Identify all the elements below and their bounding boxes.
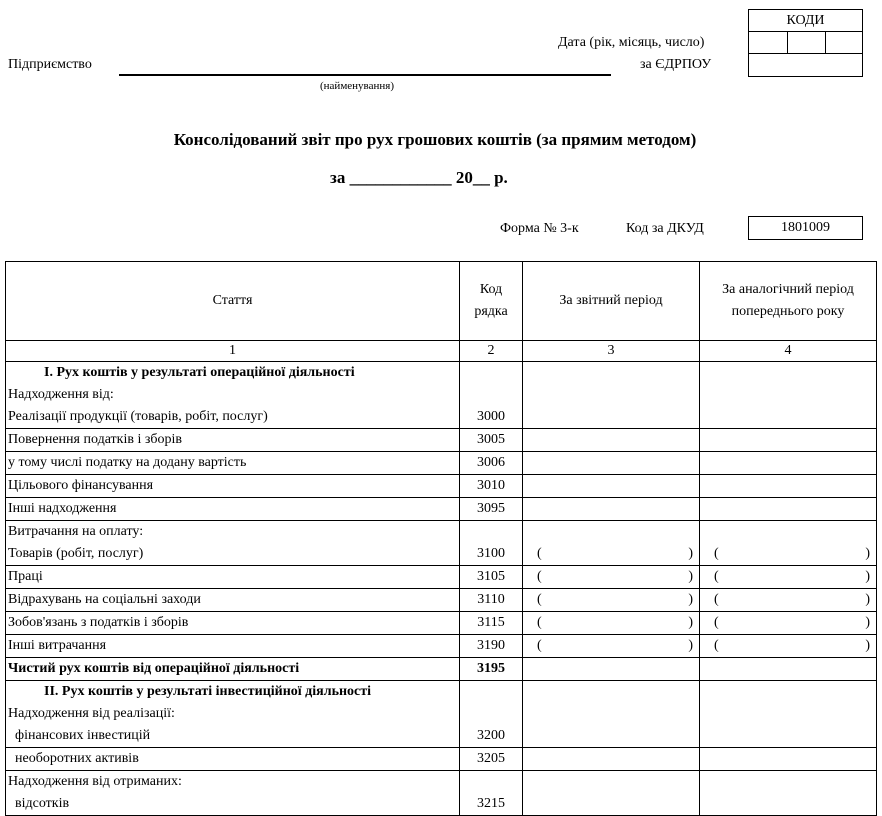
current-period-cell[interactable]	[523, 748, 700, 771]
previous-period-cell[interactable]	[700, 475, 877, 498]
edrpou-code-box[interactable]	[748, 53, 863, 77]
header-previous-period: За аналогічний період попереднього року	[700, 262, 877, 341]
row-code	[460, 521, 523, 544]
table-row	[6, 475, 877, 498]
page-title: Консолідований звіт про рух грошових коштів (за прямим методом)	[173, 130, 697, 149]
row-label: Надходження від реалізації:	[6, 703, 460, 725]
row-label: Відрахувань на соціальні заходи	[6, 589, 460, 612]
period-year: 20__ р.	[455, 168, 508, 187]
table-row	[6, 521, 877, 544]
section-row	[6, 362, 877, 385]
row-code	[460, 362, 523, 385]
close-paren: )	[688, 638, 693, 653]
previous-period-cell[interactable]	[700, 566, 877, 589]
row-code: 3195	[460, 658, 523, 681]
row-label: Надходження від:	[6, 384, 460, 406]
section-row	[6, 681, 877, 704]
table-row	[6, 635, 877, 658]
row-code: 3006	[460, 452, 523, 475]
current-period-cell[interactable]	[523, 566, 700, 589]
open-paren: (	[714, 638, 719, 653]
current-period-cell	[523, 384, 700, 406]
dkud-label: Код за ДКУД	[626, 221, 704, 236]
current-period-cell[interactable]	[523, 658, 700, 681]
current-period-cell	[523, 681, 700, 704]
row-label: відсотків	[6, 793, 460, 816]
previous-period-cell[interactable]	[700, 748, 877, 771]
table-header-row	[6, 262, 877, 341]
row-label: II. Рух коштів у результаті інвестиційної діяльності	[6, 681, 460, 704]
previous-period-cell[interactable]	[700, 658, 877, 681]
previous-period-cell	[700, 384, 877, 406]
row-label: Реалізації продукції (товарів, робіт, послуг)	[6, 406, 460, 429]
enterprise-label: Підприємство	[8, 57, 92, 72]
current-period-cell[interactable]	[523, 543, 700, 566]
row-code	[460, 384, 523, 406]
row-code	[460, 703, 523, 725]
table-number-row: 1 2 3 4	[6, 341, 877, 362]
header-current-period: За звітний період	[523, 262, 700, 341]
row-label: Товарів (робіт, послуг)	[6, 543, 460, 566]
current-period-cell	[523, 771, 700, 794]
open-paren: (	[714, 546, 719, 561]
close-paren: )	[865, 638, 870, 653]
row-code: 3215	[460, 793, 523, 816]
open-paren: (	[537, 638, 542, 653]
row-label: необоротних активів	[6, 748, 460, 771]
close-paren: )	[865, 569, 870, 584]
table-row	[6, 452, 877, 475]
row-label: I. Рух коштів у результаті операційної діяльності	[6, 362, 460, 385]
previous-period-cell[interactable]	[700, 543, 877, 566]
open-paren: (	[537, 546, 542, 561]
name-caption: (найменування)	[320, 80, 394, 92]
header-article: Стаття	[6, 262, 460, 341]
previous-period-cell[interactable]	[700, 406, 877, 429]
close-paren: )	[688, 546, 693, 561]
table-row	[6, 429, 877, 452]
date-label: Дата (рік, місяць, число)	[558, 35, 705, 50]
row-label: Чистий рух коштів від операційної діяльності	[6, 658, 460, 681]
row-code	[460, 681, 523, 704]
close-paren: )	[688, 569, 693, 584]
form-label: Форма № 3-к	[500, 221, 579, 236]
row-label: Праці	[6, 566, 460, 589]
previous-period-cell	[700, 362, 877, 385]
date-code-box[interactable]	[748, 31, 863, 54]
dkud-value: 1801009	[781, 220, 830, 235]
close-paren: )	[865, 592, 870, 607]
period-blank[interactable]: ____________	[349, 168, 452, 187]
current-period-cell[interactable]	[523, 793, 700, 816]
table-row	[6, 612, 877, 635]
open-paren: (	[714, 592, 719, 607]
close-paren: )	[688, 592, 693, 607]
previous-period-cell	[700, 771, 877, 794]
current-period-cell[interactable]	[523, 498, 700, 521]
current-period-cell[interactable]	[523, 429, 700, 452]
row-label: у тому числі податку на додану вартість	[6, 452, 460, 475]
edrpou-label: за ЄДРПОУ	[640, 57, 712, 72]
table-row	[6, 384, 877, 406]
row-code: 3115	[460, 612, 523, 635]
row-label: Цільового фінансування	[6, 475, 460, 498]
table-row	[6, 498, 877, 521]
previous-period-cell[interactable]	[700, 498, 877, 521]
previous-period-cell	[700, 703, 877, 725]
row-code: 3005	[460, 429, 523, 452]
previous-period-cell[interactable]	[700, 612, 877, 635]
table-row	[6, 771, 877, 794]
table-row	[6, 748, 877, 771]
row-label: фінансових інвестицій	[6, 725, 460, 748]
row-code: 3110	[460, 589, 523, 612]
current-period-cell[interactable]	[523, 612, 700, 635]
current-period-cell[interactable]	[523, 589, 700, 612]
previous-period-cell[interactable]	[700, 452, 877, 475]
table-row	[6, 725, 877, 748]
close-paren: )	[865, 615, 870, 630]
table-row	[6, 543, 877, 566]
row-code: 3190	[460, 635, 523, 658]
row-label: Інші витрачання	[6, 635, 460, 658]
open-paren: (	[714, 569, 719, 584]
previous-period-cell[interactable]	[700, 635, 877, 658]
table-row	[6, 793, 877, 816]
table-row	[6, 658, 877, 681]
row-code	[460, 771, 523, 794]
row-label: Повернення податків і зборів	[6, 429, 460, 452]
row-code: 3100	[460, 543, 523, 566]
open-paren: (	[537, 615, 542, 630]
row-code: 3010	[460, 475, 523, 498]
period-line	[330, 168, 508, 188]
row-label: Інші надходження	[6, 498, 460, 521]
close-paren: )	[865, 546, 870, 561]
close-paren: )	[688, 615, 693, 630]
row-code: 3105	[460, 566, 523, 589]
row-label: Надходження від отриманих:	[6, 771, 460, 794]
table-row	[6, 703, 877, 725]
table-row	[6, 589, 877, 612]
row-code: 3205	[460, 748, 523, 771]
previous-period-cell	[700, 681, 877, 704]
open-paren: (	[714, 615, 719, 630]
row-label: Зобов'язань з податків і зборів	[6, 612, 460, 635]
table-row	[6, 566, 877, 589]
current-period-cell[interactable]	[523, 725, 700, 748]
header-code: Код рядка	[460, 262, 523, 341]
current-period-cell[interactable]	[523, 452, 700, 475]
row-code: 3200	[460, 725, 523, 748]
previous-period-cell[interactable]	[700, 793, 877, 816]
previous-period-cell[interactable]	[700, 429, 877, 452]
open-paren: (	[537, 569, 542, 584]
cashflow-table	[5, 261, 877, 816]
row-code: 3095	[460, 498, 523, 521]
table-row	[6, 406, 877, 429]
current-period-cell[interactable]	[523, 406, 700, 429]
row-code: 3000	[460, 406, 523, 429]
current-period-cell	[523, 521, 700, 544]
enterprise-name-line[interactable]	[119, 74, 611, 76]
codes-header	[748, 9, 863, 32]
current-period-cell	[523, 703, 700, 725]
row-label: Витрачання на оплату:	[6, 521, 460, 544]
open-paren: (	[537, 592, 542, 607]
current-period-cell[interactable]	[523, 475, 700, 498]
dkud-code-box	[748, 216, 863, 240]
previous-period-cell[interactable]	[700, 589, 877, 612]
codes-title: КОДИ	[786, 13, 825, 28]
current-period-cell[interactable]	[523, 635, 700, 658]
current-period-cell	[523, 362, 700, 385]
previous-period-cell[interactable]	[700, 725, 877, 748]
period-prefix: за	[330, 168, 346, 187]
previous-period-cell	[700, 521, 877, 544]
